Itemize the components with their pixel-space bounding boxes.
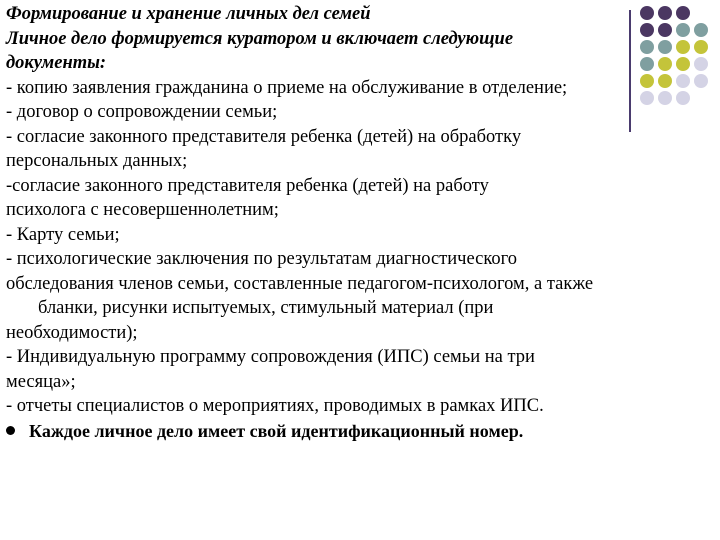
bullet-item (6, 419, 696, 444)
item-line: бланки, рисунки испытуемых, стимульный материал (при (38, 298, 494, 318)
decorative-dot (694, 74, 708, 88)
item-line: -согласие законного представителя ребенка (детей) на работу (6, 175, 489, 196)
item-line: персональных данных; (6, 151, 188, 171)
item-line: необходимости); (6, 322, 138, 343)
item-line: психолога с несовершеннолетним; (6, 200, 279, 220)
item-line: - согласие законного представителя ребенка (детей) на обработку (6, 126, 522, 147)
intro-line-2: документы: (6, 53, 107, 73)
decorative-dot (694, 40, 708, 54)
decorative-dot (694, 57, 708, 71)
bullet-dot-icon (6, 426, 15, 435)
item-line: - копию заявления гражданина о приеме на обслуживание в отделение; (6, 77, 568, 98)
bullet-text: Каждое личное дело имеет свой идентификационный номер. (29, 420, 524, 441)
item-line: - отчеты специалистов о мероприятиях, проводимых в рамках ИПС. (6, 396, 544, 416)
decorative-dot (694, 23, 708, 37)
item-line: - Карту семьи; (6, 224, 120, 245)
item-line: обследования членов семьи, составленные педагогом-психологом, а также (6, 273, 594, 294)
intro-line-1: Личное дело формируется куратором и включает следующие (6, 28, 514, 49)
document-body (6, 2, 696, 444)
item-line: месяца»; (6, 371, 76, 392)
document-title: Формирование и хранение личных дел семей (6, 4, 371, 24)
item-line: - психологические заключения по результатам диагностического (6, 249, 517, 269)
item-line: - Индивидуальную программу сопровождения (ИПС) семьи на три (6, 347, 535, 367)
item-line: - договор о сопровождении семьи; (6, 102, 278, 122)
